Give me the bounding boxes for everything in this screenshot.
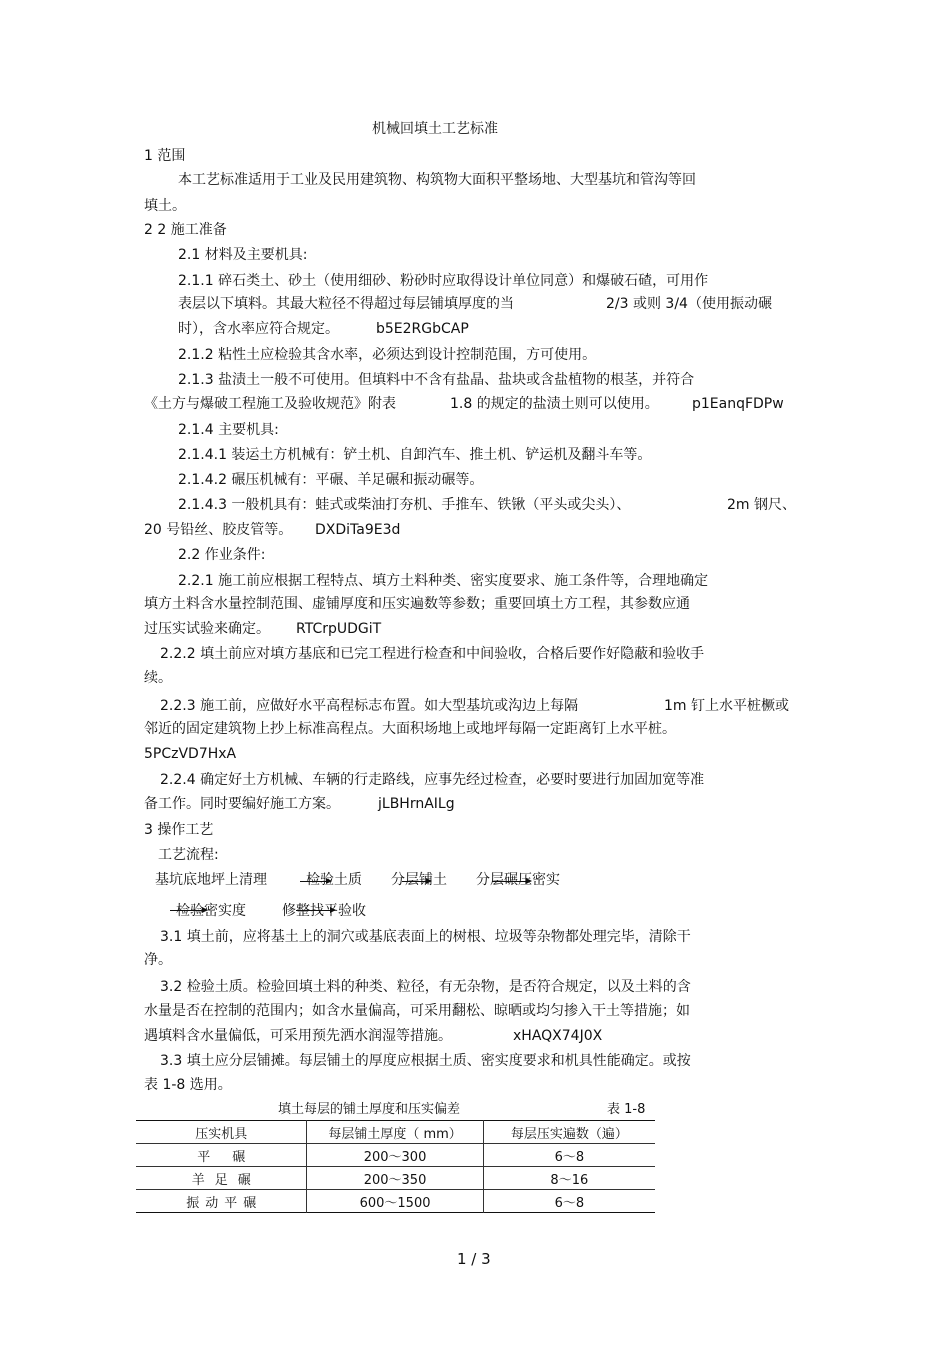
column-header: 压实机具 xyxy=(136,1121,307,1144)
paragraph-line: 本工艺标准适用于工业及民用建筑物、构筑物大面积平整场地、大型基坑和管沟等回 xyxy=(178,172,696,188)
paragraph-line: 净。 xyxy=(144,952,172,968)
paragraph-line: 20 号铅丝、胶皮管等。 xyxy=(144,522,293,538)
page-number: 1 / 3 xyxy=(457,1250,491,1268)
paragraph-line: 表层以下填料。其最大粒径不得超过每层铺填厚度的当 xyxy=(178,296,514,312)
table-row xyxy=(136,1167,655,1190)
paragraph-line: 2.1.4.3 一般机具有：蛙式或柴油打夯机、手推车、铁锹（平头或尖头）、 xyxy=(178,497,631,513)
flow-step: 分层铺土 xyxy=(391,872,447,888)
table-row xyxy=(136,1190,655,1213)
paragraph-line: 2/3 或则 3/4（使用振动碾 xyxy=(606,296,772,312)
table-cell: 600～1500 xyxy=(307,1190,483,1213)
column-header: 每层铺土厚度（ mm） xyxy=(307,1121,483,1144)
table-cell: 羊足碾 xyxy=(136,1167,307,1190)
paragraph-line: 2m 钢尺、 xyxy=(727,497,796,513)
section-heading: 1 范围 xyxy=(144,148,186,164)
doc-code: p1EanqFDPw xyxy=(692,396,784,412)
flow-step: 检验土质 xyxy=(306,872,362,888)
paragraph-line: 2.1.2 粘性土应检验其含水率，必须达到设计控制范围，方可使用。 xyxy=(178,347,597,363)
paragraph-line: 3.2 检验土质。检验回填土料的种类、粒径，有无杂物，是否符合规定，以及土料的含 xyxy=(160,979,691,995)
paragraph-line: 2.1.3 盐渍土一般不可使用。但填料中不含有盐晶、盐块或含盐植物的根茎，并符合 xyxy=(178,372,695,388)
paragraph-line: 填土。 xyxy=(144,198,186,214)
paragraph-line: 2.1.1 碎石类土、砂土（使用细砂、粉砂时应取得设计单位同意）和爆破石碴，可用作 xyxy=(178,273,709,289)
subsection-heading: 2.2 作业条件: xyxy=(178,547,266,563)
column-header: 每层压实遍数（遍） xyxy=(483,1121,655,1144)
doc-code: xHAQX74J0X xyxy=(513,1028,603,1044)
table-cell: 8～16 xyxy=(483,1167,655,1190)
flow-step: 修整找平验收 xyxy=(282,903,366,919)
paragraph-line: 时），含水率应符合规定。 xyxy=(178,321,339,337)
doc-code: b5E2RGbCAP xyxy=(376,321,469,337)
paragraph-line: 1.8 的规定的盐渍土则可以使用。 xyxy=(450,396,659,412)
doc-code: jLBHrnAILg xyxy=(378,796,455,812)
table-number: 表 1-8 xyxy=(607,1102,646,1117)
table-cell: 6～8 xyxy=(483,1190,655,1213)
table-cell: 200～300 xyxy=(307,1144,483,1167)
paragraph-line: 水量是否在控制的范围内；如含水量偏高，可采用翻松、晾晒或均匀掺入干土等措施；如 xyxy=(144,1003,690,1019)
paragraph-line: 续。 xyxy=(144,670,172,686)
paragraph-line: 《土方与爆破工程施工及验收规范》附表 xyxy=(144,396,396,412)
paragraph-line: 邻近的固定建筑物上抄上标准高程点。大面积场地上或地坪每隔一定距离钉上水平桩。 xyxy=(144,721,676,737)
table-header-row xyxy=(136,1121,655,1144)
table-caption: 填土每层的铺土厚度和压实偏差 xyxy=(278,1102,461,1117)
table-cell: 平碾 xyxy=(136,1144,307,1167)
doc-code: DXDiTa9E3d xyxy=(315,522,401,538)
paragraph-line: 填方土料含水量控制范围、虚铺厚度和压实遍数等参数；重要回填土方工程，其参数应通 xyxy=(144,596,690,612)
subsection-heading: 2.1 材料及主要机具: xyxy=(178,247,308,263)
paragraph-line: 2.1.4.2 碾压机械有：平碾、羊足碾和振动碾等。 xyxy=(178,472,484,488)
paragraph-line: 过压实试验来确定。 xyxy=(144,621,270,637)
flow-step: 分层碾压密实 xyxy=(476,872,560,888)
table-cell: 6～8 xyxy=(483,1144,655,1167)
paragraph-line: 3.3 填土应分层铺摊。每层铺土的厚度应根据土质、密实度要求和机具性能确定。或按 xyxy=(160,1053,691,1069)
paragraph-line: 2.2.1 施工前应根据工程特点、填方土料种类、密实度要求、施工条件等，合理地确定 xyxy=(178,573,709,589)
table-row xyxy=(136,1144,655,1167)
section-heading: 2 2 施工准备 xyxy=(144,222,227,238)
paragraph-line: 1m 钉上水平桩橛或 xyxy=(664,698,789,714)
flow-step: 检验密实度 xyxy=(176,903,246,919)
section-heading: 3 操作工艺 xyxy=(144,822,214,838)
doc-code: RTCrpUDGiT xyxy=(296,621,382,637)
document-title: 机械回填土工艺标准 xyxy=(372,121,498,137)
paragraph-line: 工艺流程: xyxy=(158,847,219,863)
flow-step: 基坑底地坪上清理 xyxy=(155,872,267,888)
table-cell: 200～350 xyxy=(307,1167,483,1190)
paragraph-line: 遇填料含水量偏低，可采用预先洒水润湿等措施。 xyxy=(144,1028,452,1044)
paragraph-line: 2.2.4 确定好土方机械、车辆的行走路线，应事先经过检查，必要时要进行加固加宽等准 xyxy=(160,772,705,788)
paragraph-line: 2.1.4.1 装运土方机械有：铲土机、自卸汽车、推土机、铲运机及翻斗车等。 xyxy=(178,447,652,463)
subsection-heading: 2.1.4 主要机具: xyxy=(178,422,279,438)
paragraph-line: 备工作。同时要编好施工方案。 xyxy=(144,796,340,812)
paragraph-line: 2.2.2 填土前应对填方基底和已完工程进行检查和中间验收，合格后要作好隐蔽和验收手 xyxy=(160,646,705,662)
paragraph-line: 2.2.3 施工前，应做好水平高程标志布置。如大型基坑或沟边上每隔 xyxy=(160,698,579,714)
paragraph-line: 表 1-8 选用。 xyxy=(144,1077,232,1093)
table-cell: 振动平碾 xyxy=(136,1190,307,1213)
compaction-table xyxy=(136,1120,655,1213)
paragraph-line: 3.1 填土前，应将基土上的洞穴或基底表面上的树根、垃圾等杂物都处理完毕，清除干 xyxy=(160,929,691,945)
doc-code: 5PCzVD7HxA xyxy=(144,746,237,762)
